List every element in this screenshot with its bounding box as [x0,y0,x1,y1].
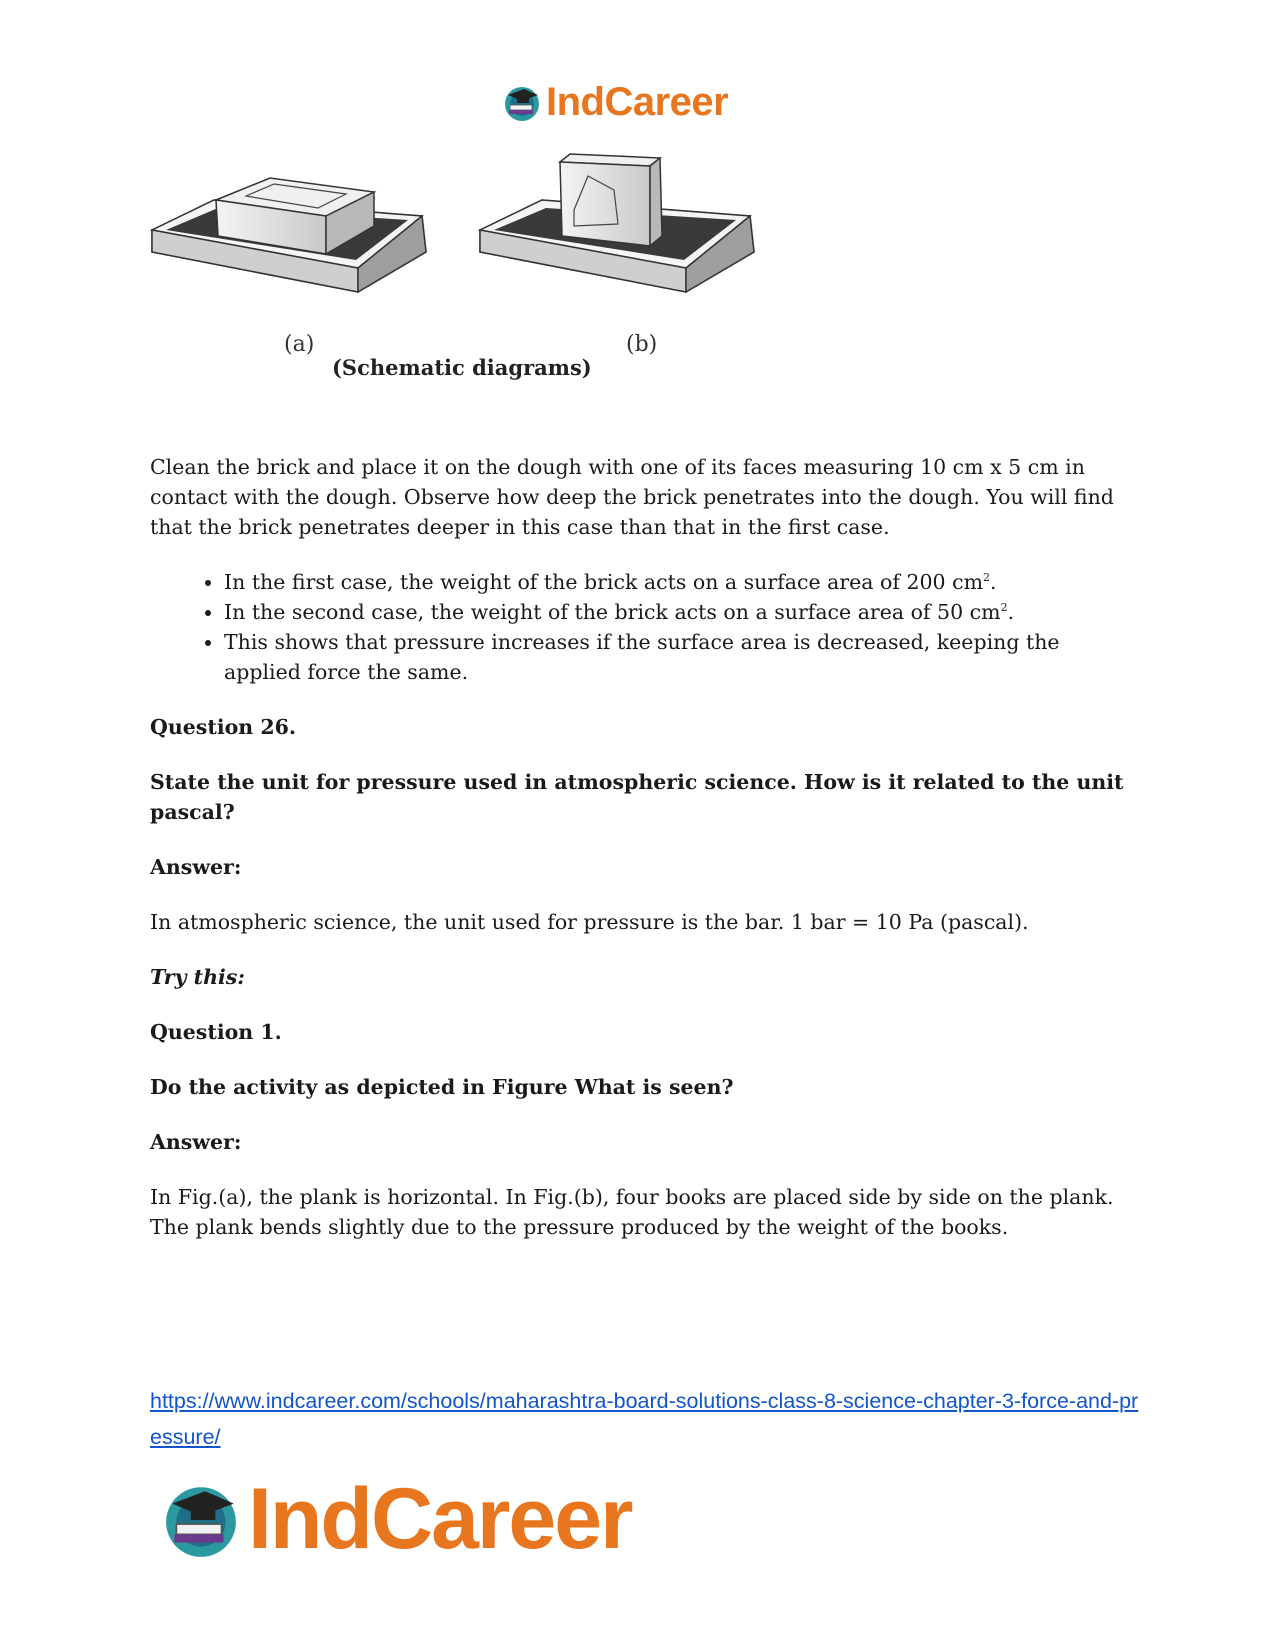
graduation-cap-logo-icon [160,1479,242,1561]
question-26-text: State the unit for pressure used in atmospheric science. How is it related to the unit pascal? [150,770,1124,824]
figure-caption: (Schematic diagrams) [332,355,592,380]
schematic-figure [150,152,800,392]
list-item: • This shows that pressure increases if the surface area is decreased, keeping the applied force the same. [224,627,1130,687]
answer-26-label: Answer: [150,855,242,879]
intro-paragraph: Clean the brick and place it on the dough with one of its faces measuring 10 cm x 5 cm in contact with the dough. Observe how deep the brick penetrates into the dough. You will find that the brick penetrates deeper in this case than that in the first case. [150,455,1114,539]
logo-wordmark: IndCareer [546,80,729,124]
question-1-text: Do the activity as depicted in Figure What is seen? [150,1075,734,1099]
document-body [150,452,1130,1267]
answer-1-label: Answer: [150,1130,242,1154]
figure-label-a: (a) [284,332,315,357]
list-item: • In the first case, the weight of the brick acts on a surface area of 200 $cm^2$. [224,567,1130,597]
bullet-list [150,567,1130,687]
answer-1-text: In Fig.(a), the plank is horizontal. In Fig.(b), four books are placed side by side on the plank. The plank bends slightly due to the pressure produced by the weight of the books. [150,1185,1114,1239]
question-1-heading: Question 1. [150,1020,282,1044]
list-item: • In the second case, the weight of the brick acts on a surface area of 50 $cm^2$. [224,597,1130,627]
brick-on-dough-diagram [150,152,800,352]
logo-wordmark: IndCareer [248,1471,632,1567]
figure-label-b: (b) [626,332,658,357]
graduation-cap-logo-icon [502,83,542,123]
brick-b [560,154,662,246]
footer-logo [160,1470,632,1569]
try-this-heading: Try this: [150,965,245,989]
question-26-heading: Question 26. [150,715,296,739]
source-url-link[interactable]: https://www.indcareer.com/schools/maharashtra-board-solutions-class-8-science-chapter-3-force-and-pressure/ [150,1389,1139,1449]
header-logo [502,80,728,125]
answer-26-text: In atmospheric science, the unit used for pressure is the bar. 1 bar = 10 Pa (pascal). [150,910,1029,934]
